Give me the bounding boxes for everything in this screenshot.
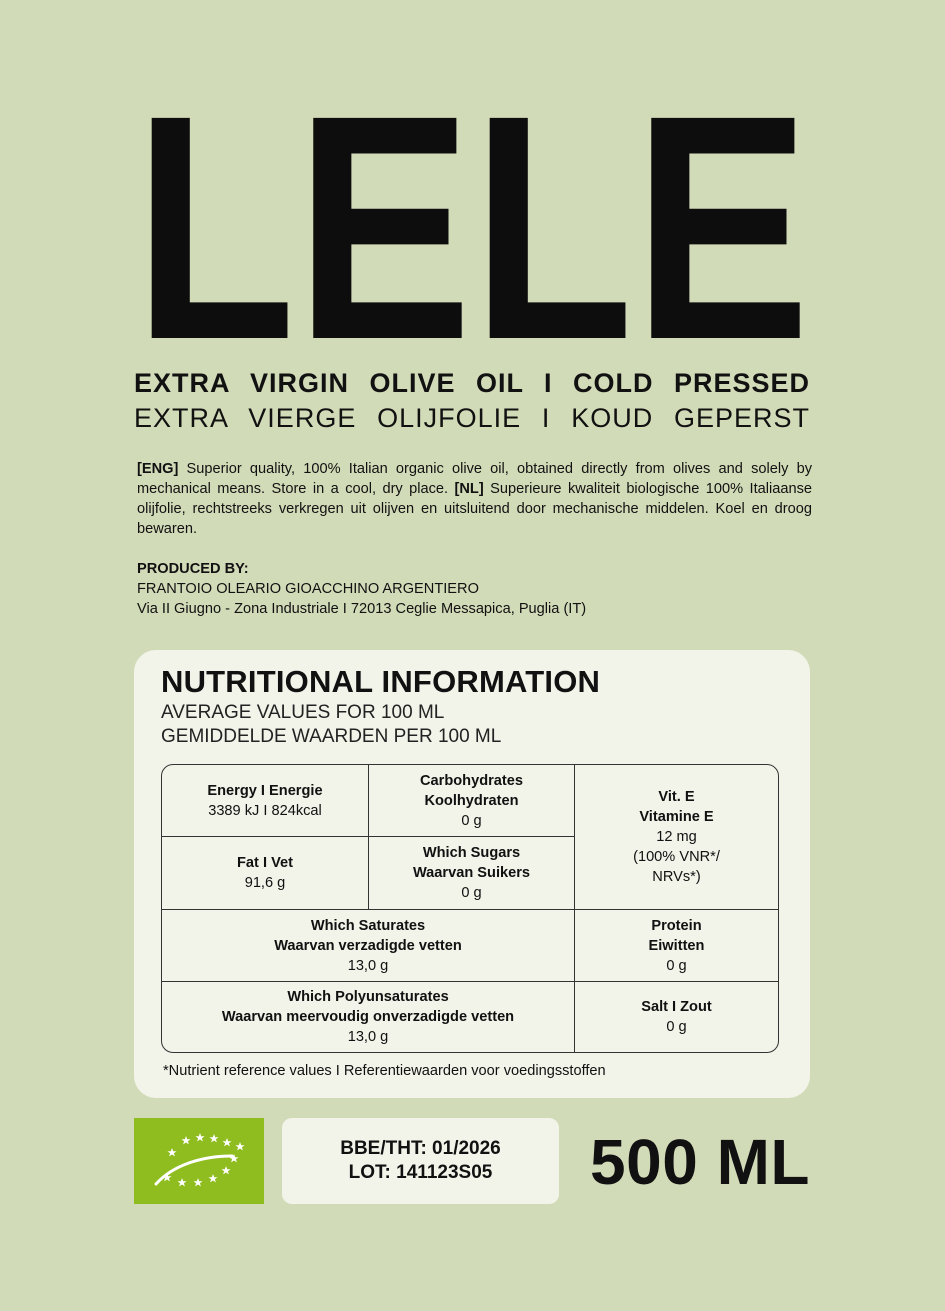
salt-label: Salt I Zout bbox=[641, 999, 712, 1015]
lot-number: LOT: 141123S05 bbox=[348, 1162, 493, 1183]
carbs-value: 0 g bbox=[461, 812, 482, 829]
eng-text: Superior quality, 100% Italian organic olive oil, obtained directly from olives and solely by mechanical means. Store in a cool, dry place. bbox=[137, 461, 812, 497]
star bbox=[181, 1136, 190, 1144]
poly-label-nl: Waarvan meervoudig onverzadigde vetten bbox=[221, 1009, 515, 1025]
nutrition-footnote: *Nutrient reference values I Referentiewaarden voor voedingsstoffen bbox=[163, 1063, 606, 1079]
poly-label-en: Which Polyunsaturates bbox=[287, 989, 449, 1005]
carbs-label-nl: Koolhydraten bbox=[424, 792, 519, 809]
tagline-dutch: EXTRA VIERGE OLIJFOLIE I KOUD GEPERST bbox=[134, 403, 810, 433]
energy-value: 3389 kJ I 824kcal bbox=[208, 802, 322, 819]
carbs-label-en: Carbohydrates bbox=[420, 772, 523, 789]
nl-tag: [NL] bbox=[454, 481, 484, 497]
producer-block bbox=[137, 559, 812, 619]
nutrition-table bbox=[161, 764, 779, 1053]
nutrition-subtitle-nl: GEMIDDELDE WAARDEN PER 100 ML bbox=[161, 726, 502, 747]
producer-address: Via II Giugno - Zona Industriale I 72013 Ceglie Messapica, Puglia (IT) bbox=[137, 601, 587, 617]
vitamin-note-1: (100% VNR*/ bbox=[633, 849, 720, 865]
salt-value: 0 g bbox=[666, 1019, 687, 1035]
eu-organic-leaf-icon bbox=[134, 1118, 264, 1204]
saturates-label-nl: Waarvan verzadigde vetten bbox=[274, 937, 462, 954]
star bbox=[209, 1134, 218, 1142]
producer-heading: PRODUCED BY: bbox=[137, 561, 249, 577]
star bbox=[221, 1166, 230, 1174]
poly-value: 13,0 g bbox=[347, 1029, 389, 1045]
star bbox=[208, 1174, 217, 1182]
nutrition-panel bbox=[134, 650, 810, 1098]
producer-name: FRANTOIO OLEARIO GIOACCHINO ARGENTIERO bbox=[137, 581, 479, 597]
tagline-english: EXTRA VIRGIN OLIVE OIL I COLD PRESSED bbox=[134, 368, 810, 398]
eng-tag: [ENG] bbox=[137, 461, 179, 477]
eu-organic-logo bbox=[134, 1118, 264, 1204]
volume-label: 500 ML bbox=[590, 1126, 810, 1198]
energy-label: Energy I Energie bbox=[207, 782, 323, 799]
bbe-date: BBE/THT: 01/2026 bbox=[340, 1138, 501, 1159]
vitamin-value: 12 mg bbox=[656, 829, 697, 845]
saturates-cell bbox=[162, 910, 574, 981]
star bbox=[235, 1142, 244, 1150]
sugars-value: 0 g bbox=[461, 885, 482, 901]
nl-text: Superieure kwaliteit biologische 100% Italiaanse olijfolie, rechtstreeks verkregen uit olijven en uitsluitend door mechanische middelen. Koel en droog bewaren. bbox=[137, 481, 812, 537]
sugars-cell bbox=[369, 837, 574, 909]
brand-name: LELE bbox=[134, 106, 810, 338]
fat-label: Fat I Vet bbox=[237, 855, 293, 871]
star bbox=[222, 1138, 231, 1146]
protein-label-en: Protein bbox=[651, 917, 702, 934]
polyunsaturates-cell bbox=[162, 982, 574, 1052]
nutrition-title: NUTRITIONAL INFORMATION bbox=[161, 664, 601, 699]
star bbox=[177, 1178, 186, 1186]
sugars-label-en: Which Sugars bbox=[422, 845, 521, 861]
vitamin-label-en: Vit. E bbox=[658, 789, 695, 805]
fat-cell bbox=[162, 837, 368, 909]
saturates-label-en: Which Saturates bbox=[310, 917, 426, 934]
carbohydrates-cell bbox=[369, 765, 574, 836]
star bbox=[167, 1148, 176, 1156]
salt-cell bbox=[575, 982, 778, 1052]
vitamin-e-cell bbox=[575, 765, 778, 909]
sugars-label-nl: Waarvan Suikers bbox=[412, 865, 531, 881]
product-description bbox=[137, 459, 812, 539]
vitamin-note-2: NRVs*) bbox=[652, 869, 701, 885]
leaf-curve bbox=[156, 1156, 232, 1184]
saturates-value: 13,0 g bbox=[347, 957, 389, 974]
star bbox=[193, 1178, 202, 1186]
bbe-lot-box bbox=[282, 1118, 559, 1204]
protein-value: 0 g bbox=[666, 957, 687, 974]
protein-label-nl: Eiwitten bbox=[648, 937, 705, 954]
brand-logo bbox=[134, 106, 810, 338]
brand-wordmark bbox=[134, 106, 810, 338]
energy-cell bbox=[162, 765, 368, 836]
vitamin-label-nl: Vitamine E bbox=[639, 809, 714, 825]
protein-cell bbox=[575, 910, 778, 981]
star bbox=[195, 1133, 204, 1141]
fat-value: 91,6 g bbox=[244, 875, 286, 891]
nutrition-subtitle-en: AVERAGE VALUES FOR 100 ML bbox=[161, 702, 445, 723]
